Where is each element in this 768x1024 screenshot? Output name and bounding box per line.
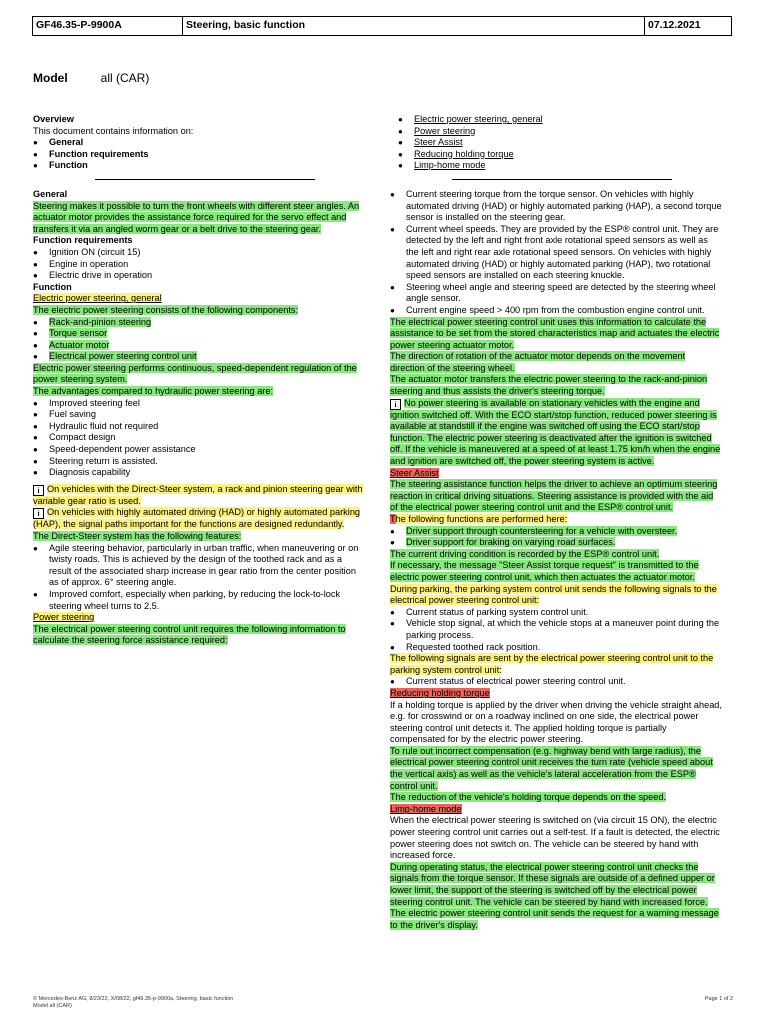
reducing-holding-torque-heading: Reducing holding torque bbox=[390, 687, 490, 698]
footer-copyright: © Mercedes-Benz AG, 8/23/22, X/08/22, gf46.35-p-9900a, Steering, basic function bbox=[33, 996, 234, 1002]
advantage-item: ● Hydraulic fluid not required bbox=[33, 421, 363, 433]
limp-home-text: When the electrical power steering is switched on (via circuit 15 ON), the electric power steering control unit carries out a self-test. If a fault is detected, the electric power steering does not switch on. The vehicle can be steered by hand with increased force. bbox=[390, 815, 720, 861]
calculation-text: The electrical power steering control unit uses this information to calculate the assistance to be set from the stored characteristics map and actuates the electric power steering actuator motor. bbox=[390, 316, 720, 350]
advantage-item: ● Fuel saving bbox=[33, 409, 363, 421]
info-standstill: No power steering is available on stationary vehicles with the engine and ignition switched off. With the ECO start/stop function, reduced power steering is available at standstill if the engine was switched off using the ECO start/stop function. The electric power steering is deactivated after the ignition is switched off. If the vehicle is maneuvered at a speed of at least 1.75 km/h when the engine and ignition are switched off, the power steering system is active. bbox=[390, 397, 721, 467]
power-steering-text: The electrical power steering control unit requires the following information to calculate the steering force assistance required: bbox=[33, 623, 346, 646]
model-line bbox=[33, 71, 149, 85]
advantage-item: ● Speed-dependent power assistance bbox=[33, 444, 363, 456]
advantages-intro: The advantages compared to hydraulic power steering are: bbox=[33, 386, 274, 397]
info-item: ● Current wheel speeds. They are provided by the ESP® control unit. They are detected by the left and right front axle rotational speed sensors as well as the left and right rear axle rotational speed sensors. On vehicles with highly automated driving (HAD) or highly automated parking (HAP), two rotational speed sensors are installed on each steering knuckle. bbox=[390, 224, 722, 282]
general-heading: General bbox=[33, 188, 68, 199]
direct-steer-feature: ● Improved comfort, especially when parking, by reducing the lock-to-lock steering wheel turns to 2.5. bbox=[33, 589, 363, 612]
requirement-item: ● Engine in operation bbox=[33, 259, 363, 271]
toc-link-reducing-holding-torque[interactable]: Reducing holding torque bbox=[414, 148, 514, 159]
function-heading: Function bbox=[33, 281, 72, 292]
overview-item: ● Function bbox=[33, 160, 363, 172]
parking-signal: ● Vehicle stop signal, at which the vehicle stops at a maneuver point during the parking process. bbox=[390, 618, 722, 641]
toc-link-eps-general[interactable]: Electric power steering, general bbox=[414, 114, 543, 124]
driving-condition-text: The current driving condition is recorded by the ESP® control unit. bbox=[390, 548, 660, 559]
info-icon: i bbox=[390, 399, 401, 410]
eps-component: Electrical power steering control unit bbox=[49, 351, 197, 362]
eps-component: Torque sensor bbox=[49, 328, 108, 339]
eps-component: Actuator motor bbox=[49, 339, 110, 350]
toc-link-power-steering[interactable]: Power steering bbox=[414, 125, 476, 136]
overview-heading: Overview bbox=[33, 114, 74, 124]
info-item: ● Current steering torque from the torque sensor. On vehicles with highly automated driving (HAD) or highly automated parking (HAP), a second torque sensor is installed on the steering gear. bbox=[390, 189, 722, 224]
function-item: Driver support for braking on varying road surfaces. bbox=[406, 537, 616, 548]
info-item: ● Steering wheel angle and steering speed are detected by the steering wheel angle sensor. bbox=[390, 282, 722, 305]
section-divider bbox=[95, 179, 315, 180]
left-column bbox=[33, 114, 363, 647]
parking-intro: During parking, the parking system control unit sends the following signals to the electrical power steering control unit: bbox=[390, 583, 717, 606]
page-number: Page 1 of 2 bbox=[704, 996, 733, 1002]
advantage-item: ● Compact design bbox=[33, 432, 363, 444]
advantage-item: ● Steering return is assisted. bbox=[33, 456, 363, 468]
function-requirements-heading: Function requirements bbox=[33, 235, 133, 246]
parking-signal: ● Current status of parking system control unit. bbox=[390, 607, 722, 619]
page-footer bbox=[33, 996, 733, 1010]
operating-status-text: During operating status, the electrical power steering control unit checks the signals from the torque sensor. If these signals are outside of a defined upper or lower limit, the support of the steering is switched off by the electrical power steering control unit. The vehicle can be steered by hand with increased force. bbox=[390, 861, 715, 907]
document-header bbox=[32, 16, 732, 36]
eps-general-link[interactable]: Electric power steering, general bbox=[33, 293, 162, 304]
reduction-text: The reduction of the vehicle's holding torque depends on the speed. bbox=[390, 792, 667, 803]
general-text: Steering makes it possible to turn the front wheels with different steer angles. An actuator motor provides the assistance force required for the servo effect and transfers it via an angled worm gear or a belt drive to the steering gear. bbox=[33, 200, 360, 234]
parking-signal: ● Requested toothed rack position. bbox=[390, 642, 722, 654]
transfer-text: The actuator motor transfers the electric power steering to the rack-and-pinion steering and thus assists the driver's steering torque. bbox=[390, 374, 708, 397]
direction-text: The direction of rotation of the actuator motor depends on the movement direction of the steering wheel. bbox=[390, 351, 686, 373]
toc-link-limp-home-mode[interactable]: Limp-home mode bbox=[414, 160, 486, 171]
reducing-holding-torque-text: If a holding torque is applied by the driver when driving the vehicle straight ahead, e.g. for crosswind or on a roadway inclined on one side, the electrical power steering control unit detects it. The applied holding torque is partially compensated for by the electric power steering. bbox=[390, 699, 722, 745]
direct-steer-intro: The Direct-Steer system has the following features: bbox=[33, 531, 242, 541]
model-label: Model bbox=[33, 71, 68, 85]
info-had-redundancy: On vehicles with highly automated driving (HAD) or highly automated parking (HAP), the signal paths important for the functions are designed redundantly. bbox=[33, 507, 361, 530]
overview-item: ● General bbox=[33, 137, 363, 149]
advantage-item: ● Diagnosis capability bbox=[33, 467, 363, 479]
eps-to-parking-intro: The following signals are sent by the electrical power steering control unit to the parking system control unit: bbox=[390, 653, 714, 675]
info-direct-steer: On vehicles with the Direct-Steer system, a rack and pinion steering gear with variable gear ratio is used. bbox=[33, 483, 363, 506]
power-steering-link[interactable]: Power steering bbox=[33, 612, 95, 623]
eps-to-parking-signal: ● Current status of electrical power steering control unit. bbox=[390, 676, 722, 688]
section-divider bbox=[452, 179, 672, 180]
functions-intro-initial: T bbox=[390, 514, 396, 524]
requirement-item: ● Electric drive in operation bbox=[33, 270, 363, 282]
document-id: GF46.35-P-9900A bbox=[33, 17, 183, 35]
footer-model: Model all (CAR) bbox=[33, 1003, 72, 1009]
steer-assist-request-text: If necessary, the message "Steer Assist torque request" is transmitted to the electric power steering control unit, which then actuates the actuator motor. bbox=[390, 560, 699, 582]
steer-assist-text: The steering assistance function helps the driver to achieve an optimum steering reaction in critical driving situations. Steering assistance is provided with the aid of the electrical power steering control unit and the ESP® control unit. bbox=[390, 479, 718, 513]
overview-item: ● Function requirements bbox=[33, 149, 363, 161]
info-item: ● Current engine speed > 400 rpm from the combustion engine control unit. bbox=[390, 305, 722, 317]
eps-components-intro: The electric power steering consists of the following components: bbox=[33, 304, 299, 315]
eps-component: Rack-and-pinion steering bbox=[49, 316, 152, 327]
overview-intro: This document contains information on: bbox=[33, 125, 194, 136]
advantage-item: ● Improved steering feel bbox=[33, 398, 363, 410]
functions-intro: he following functions are performed here: bbox=[395, 514, 568, 524]
document-title: Steering, basic function bbox=[183, 17, 645, 35]
toc-link-steer-assist[interactable]: Steer Assist bbox=[414, 137, 463, 148]
limp-home-heading: Limp-home mode bbox=[390, 803, 462, 814]
function-item: Driver support through countersteering for a vehicle with oversteer. bbox=[406, 525, 678, 536]
info-icon: i bbox=[33, 485, 44, 496]
requirement-item: ● Ignition ON (circuit 15) bbox=[33, 247, 363, 259]
rule-out-text: To rule out incorrect compensation (e.g. highway bend with large radius), the electrical power steering control unit receives the turn rate (vehicle speed about the vertical axis) as well as the vehicle's lateral acceleration from the ESP® control unit. bbox=[390, 745, 713, 791]
document-date: 07.12.2021 bbox=[648, 19, 701, 31]
eps-regulation-text: Electric power steering performs continuous, speed-dependent regulation of the power steering system. bbox=[33, 362, 357, 385]
info-icon: i bbox=[33, 508, 44, 519]
right-column bbox=[390, 114, 722, 931]
warning-message-text: The electric power steering control unit sends the request for a warning message to the driver's display. bbox=[390, 908, 719, 930]
steer-assist-heading: Steer Assist bbox=[390, 467, 439, 478]
model-value: all (CAR) bbox=[100, 71, 150, 85]
direct-steer-feature: ● Agile steering behavior, particularly in urban traffic, when maneuvering or on twisty roads. This is achieved by the design of the toothed rack and as a result of the associated sharp increase in gear ratio from the center position as of approx. 6° steering angle. bbox=[33, 543, 363, 589]
